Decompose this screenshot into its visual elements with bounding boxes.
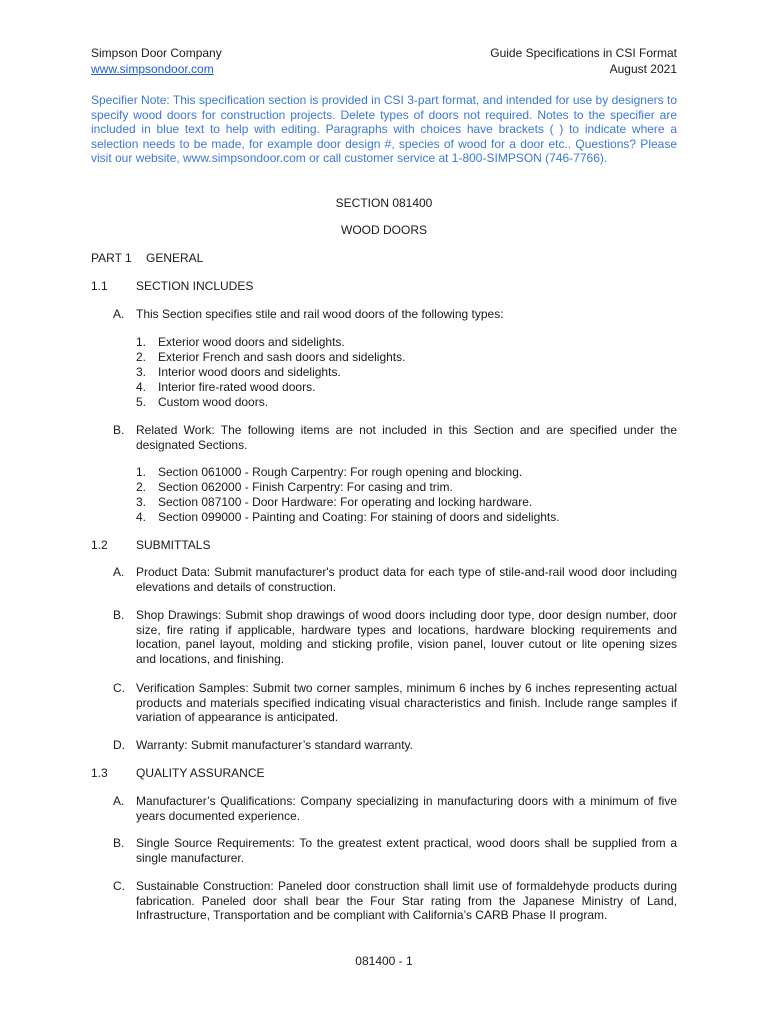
page-number: 081400 - 1 bbox=[355, 954, 413, 968]
paragraph-letter: B. bbox=[113, 836, 125, 850]
part-title: GENERAL bbox=[146, 251, 204, 265]
specifier-note: Specifier Note: This specification section is provided in CSI 3-part format, and intended for use by designers to specify wood doors for construction projects. Delete types of doors not required. Notes to the specifier are included in blue text to help with editing. Paragraphs with choices have brackets ( ) to indicate where a selection needs to be made, for example door design #, species of wood for a door etc.. Questions? Please visit our website, www.simpsondoor.com or call customer service at 1-800-SIMPSON (746-7766). bbox=[91, 93, 677, 165]
paragraph-letter: A. bbox=[113, 307, 125, 321]
document-title: Guide Specifications in CSI Format bbox=[490, 46, 677, 60]
list-number: 4. bbox=[136, 380, 147, 394]
list-number: 3. bbox=[136, 365, 147, 379]
paragraph-letter: A. bbox=[113, 565, 125, 579]
list-item: Section 087100 - Door Hardware: For operating and locking hardware. bbox=[158, 495, 533, 509]
paragraph-text: This Section specifies stile and rail wood doors of the following types: bbox=[136, 307, 504, 321]
list-item: Exterior French and sash doors and sidelights. bbox=[158, 350, 406, 364]
document-date: August 2021 bbox=[609, 62, 677, 76]
article-title: SUBMITTALS bbox=[136, 538, 211, 552]
list-number: 1. bbox=[136, 335, 147, 349]
paragraph-letter: B. bbox=[113, 608, 125, 622]
paragraph-text: Sustainable Construction: Paneled door construction shall limit use of formaldehyde products during fabrication. Paneled door shall bear the Four Star rating from the Japanese Ministry of Land, Infrastructure, Transportation and be compliant with California’s CARB Phase II program. bbox=[136, 879, 677, 923]
list-item: Exterior wood doors and sidelights. bbox=[158, 335, 345, 349]
paragraph-letter: C. bbox=[113, 681, 125, 695]
paragraph-letter: B. bbox=[113, 423, 125, 437]
article-number: 1.3 bbox=[91, 766, 108, 780]
list-item: Custom wood doors. bbox=[158, 395, 269, 409]
paragraph-letter: D. bbox=[113, 738, 125, 752]
list-number: 2. bbox=[136, 480, 147, 494]
paragraph-text: Warranty: Submit manufacturer’s standard warranty. bbox=[136, 738, 413, 752]
article-title: SECTION INCLUDES bbox=[136, 279, 254, 293]
article-number: 1.1 bbox=[91, 279, 108, 293]
list-number: 5. bbox=[136, 395, 147, 409]
paragraph-text: Related Work: The following items are not included in this Section and are specified under the designated Sections. bbox=[136, 423, 677, 452]
section-number: SECTION 081400 bbox=[335, 196, 433, 210]
paragraph-text: Manufacturer’s Qualifications: Company specializing in manufacturing doors with a minimum of five years documented experience. bbox=[136, 794, 677, 823]
list-number: 3. bbox=[136, 495, 147, 509]
list-number: 2. bbox=[136, 350, 147, 364]
company-name: Simpson Door Company bbox=[91, 46, 222, 60]
paragraph-text: Product Data: Submit manufacturer's product data for each type of stile-and-rail wood door including elevations and details of construction. bbox=[136, 565, 677, 594]
list-item: Interior fire-rated wood doors. bbox=[158, 380, 316, 394]
article-number: 1.2 bbox=[91, 538, 108, 552]
paragraph-letter: A. bbox=[113, 794, 125, 808]
list-item: Section 062000 - Finish Carpentry: For casing and trim. bbox=[158, 480, 453, 494]
list-item: Interior wood doors and sidelights. bbox=[158, 365, 341, 379]
paragraph-text: Shop Drawings: Submit shop drawings of wood doors including door type, door design number, door size, fire rating if applicable, hardware types and locations, hardware blocking requirements and location, panel layout, molding and sticking profile, vision panel, louver cutout or lite opening sizes and locations, and finishing. bbox=[136, 608, 677, 666]
article-title: QUALITY ASSURANCE bbox=[136, 766, 265, 780]
list-number: 1. bbox=[136, 465, 147, 479]
list-number: 4. bbox=[136, 510, 147, 524]
section-title: WOOD DOORS bbox=[341, 223, 427, 237]
paragraph-text: Single Source Requirements: To the greatest extent practical, wood doors shall be supplied from a single manufacturer. bbox=[136, 836, 677, 865]
paragraph-letter: C. bbox=[113, 879, 125, 893]
paragraph-text: Verification Samples: Submit two corner samples, minimum 6 inches by 6 inches representing actual products and materials specified indicating visual characteristics and finish. Include range samples if variation of appearance is anticipated. bbox=[136, 681, 677, 725]
list-item: Section 099000 - Painting and Coating: For staining of doors and sidelights. bbox=[158, 510, 560, 524]
company-website-link[interactable]: www.simpsondoor.com bbox=[91, 62, 214, 76]
list-item: Section 061000 - Rough Carpentry: For rough opening and blocking. bbox=[158, 465, 523, 479]
part-label: PART 1 bbox=[91, 251, 132, 265]
